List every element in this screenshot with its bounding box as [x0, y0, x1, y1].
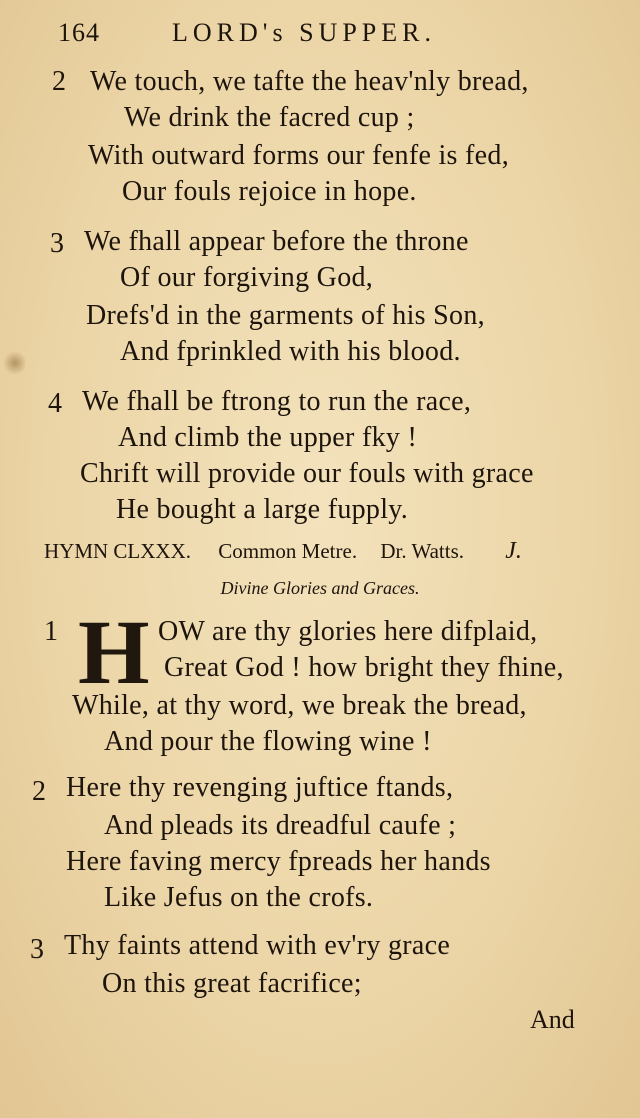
verse-line: And pleads its dreadful caufe ; — [104, 810, 457, 841]
verse-line: Like Jefus on the crofs. — [104, 882, 374, 913]
running-title: LORD's SUPPER. — [172, 18, 436, 47]
hymn-number: HYMN CLXXX. — [44, 539, 191, 563]
verse-line: Great God ! how bright they fhine, — [164, 652, 564, 683]
hymn-metre: Common Metre. — [218, 539, 358, 563]
stanza-number: 4 — [48, 388, 62, 419]
verse-line: And fprinkled with his blood. — [120, 336, 461, 367]
verse-line: With outward forms our fenfe is fed, — [88, 140, 509, 171]
verse-line: He bought a large fupply. — [116, 494, 409, 525]
verse-line: Here thy revenging juftice ftands, — [66, 772, 454, 803]
verse-line: We fhall appear before the throne — [84, 226, 469, 257]
verse-line: Drefs'd in the garments of his Son, — [86, 300, 485, 331]
verse-line: On this great facrifice; — [102, 968, 362, 999]
verse-line: Chrift will provide our fouls with grace — [80, 458, 534, 489]
drop-cap: H — [78, 601, 150, 703]
stanza-number: 2 — [52, 66, 66, 97]
verse-line: Here faving mercy fpreads her hands — [66, 846, 491, 877]
stanza-number: 3 — [50, 228, 64, 259]
verse-line: Thy faints attend with ev'ry grace — [64, 930, 451, 961]
verse-line: Of our forgiving God, — [120, 262, 374, 293]
hymn-subtitle: Divine Glories and Graces. — [220, 578, 420, 598]
verse-line: We touch, we tafte the heav'nly bread, — [90, 66, 529, 97]
stanza-number: 3 — [30, 934, 44, 965]
verse-line: And climb the upper fky ! — [118, 422, 418, 453]
page-number: 164 — [58, 18, 100, 47]
catchword: And — [530, 1005, 575, 1034]
hymn-heading — [44, 538, 522, 565]
verse-line: OW are thy glories here difplaid, — [158, 616, 538, 647]
stanza-number: 1 — [44, 616, 58, 647]
verse-line: We fhall be ftrong to run the race, — [82, 386, 472, 417]
hymn-author: Dr. Watts. — [380, 539, 464, 563]
verse-line: Our fouls rejoice in hope. — [122, 176, 417, 207]
stanza-number: 2 — [32, 776, 46, 807]
ink-blot — [4, 350, 26, 376]
verse-line: And pour the flowing wine ! — [104, 726, 432, 757]
hymn-mark: J. — [505, 538, 522, 564]
verse-line: We drink the facred cup ; — [124, 102, 415, 133]
verse-line: While, at thy word, we break the bread, — [72, 690, 527, 721]
